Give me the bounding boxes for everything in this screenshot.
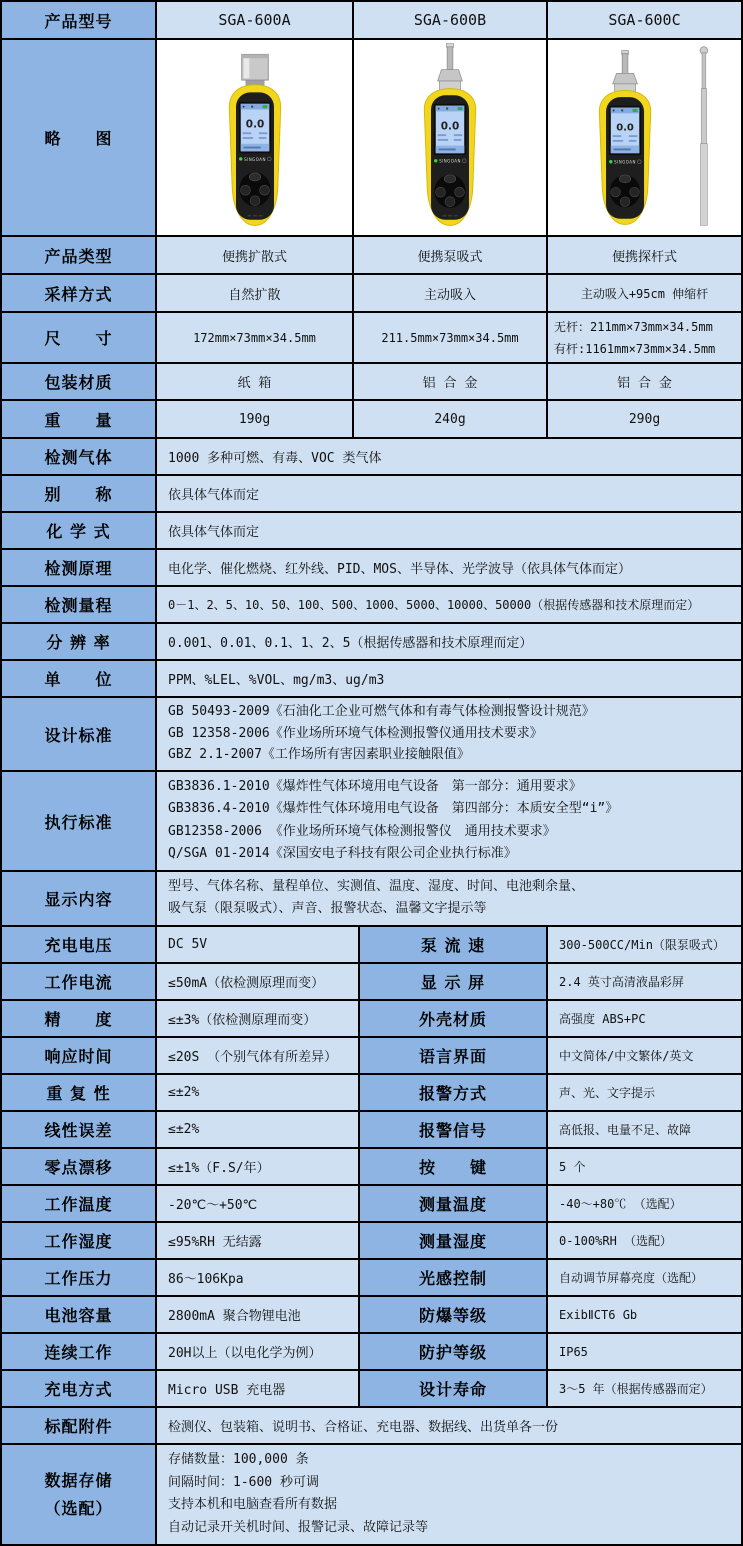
row-value-left: ≤±3%（依检测原理而变） — [157, 1001, 360, 1036]
row-standard-accessories — [2, 1408, 741, 1445]
value-b: 211.5mm×73mm×34.5mm — [354, 313, 548, 362]
row-label-right: 外壳材质 — [360, 1001, 548, 1036]
value-a: 190g — [157, 401, 354, 437]
row-value: PPM、%LEL、%VOL、mg/m3、ug/m3 — [157, 661, 741, 696]
row-charge-voltage-pump-flow — [2, 927, 741, 964]
row-display-content — [2, 872, 741, 927]
row-value: 依具体气体而定 — [157, 476, 741, 511]
label-line: （选配） — [44, 1498, 113, 1518]
row-label: 设计标准 — [2, 698, 157, 770]
value-a: 纸 箱 — [157, 364, 354, 399]
row-label: 产品类型 — [2, 237, 157, 273]
row-value-right: -40～+80℃ （选配） — [548, 1186, 741, 1221]
text-line: 支持本机和电脑查看所有数据 — [168, 1497, 338, 1513]
row-label: 显示内容 — [2, 872, 157, 925]
row-label: 检测原理 — [2, 550, 157, 585]
row-value-right: ExibⅡCT6 Gb — [548, 1297, 741, 1332]
value-c: 主动吸入+95cm 伸缩杆 — [548, 275, 741, 311]
text-line: 型号、气体名称、量程单位、实测值、温度、湿度、时间、电池剩余量、 — [168, 878, 585, 894]
row-label-left: 重 复 性 — [2, 1075, 157, 1110]
row-working-pressure-light-control — [2, 1260, 741, 1297]
row-value — [157, 698, 741, 770]
row-packing-material — [2, 364, 741, 401]
row-label-right: 测量温度 — [360, 1186, 548, 1221]
text-line: GB3836.4-2010《爆炸性气体环境用电气设备 第四部分：本质安全型“i”》 — [168, 801, 619, 817]
row-zero-drift-buttons — [2, 1149, 741, 1186]
row-resolution — [2, 624, 741, 661]
row-response-time-language — [2, 1038, 741, 1075]
value-a: 便携扩散式 — [157, 237, 354, 273]
row-label-right: 防护等级 — [360, 1334, 548, 1369]
device-screen — [608, 105, 640, 154]
row-alias — [2, 476, 741, 513]
diffusion-sensor-cap — [241, 54, 268, 86]
device-cell-a — [157, 40, 354, 235]
row-value — [157, 1445, 741, 1544]
status-led — [609, 160, 612, 163]
row-value — [157, 872, 741, 925]
row-value: 0－1、2、5、10、50、100、500、1000、5000、10000、50000（根据传感器和技术原理而定） — [157, 587, 741, 622]
value-c — [548, 313, 741, 362]
row-value-left: 2800mA 聚合物锂电池 — [157, 1297, 360, 1332]
sketch-row — [2, 40, 741, 237]
device-screen — [238, 101, 270, 152]
model-name-sga-600b: SGA-600B — [354, 2, 548, 38]
text-line: GB 50493-2009《石油化工企业可燃气体和有毒气体检测报警设计规范》 — [168, 703, 595, 719]
device-cell-c — [548, 40, 741, 235]
text-line: 间隔时间：1-600 秒可调 — [168, 1474, 319, 1490]
row-label-right: 按 键 — [360, 1149, 548, 1184]
row-working-current-display — [2, 964, 741, 1001]
row-value-right: 3～5 年（根据传感器而定） — [548, 1371, 741, 1406]
device-keypad — [609, 174, 639, 206]
row-label-left: 零点漂移 — [2, 1149, 157, 1184]
text-line: 吸气泵（限泵吸式）、声音、报警状态、温馨文字提示等 — [168, 901, 487, 917]
row-label-right: 防爆等级 — [360, 1297, 548, 1332]
row-label-right: 设计寿命 — [360, 1371, 548, 1406]
row-weight — [2, 401, 741, 439]
device-image-sga-600a — [198, 43, 312, 233]
row-chemical-formula — [2, 513, 741, 550]
row-detected-gases — [2, 439, 741, 476]
device-keypad — [434, 174, 465, 207]
row-label: 检测量程 — [2, 587, 157, 622]
brand-label: SINGOAN — [439, 158, 461, 164]
brand-label: SINGOAN — [243, 156, 266, 162]
row-label-left: 工作压力 — [2, 1260, 157, 1295]
value-b: 240g — [354, 401, 548, 437]
row-value-right: 5 个 — [548, 1149, 741, 1184]
device-keypad — [239, 172, 270, 206]
row-value: 检测仪、包装箱、说明书、合格证、充电器、数据线、出货单各一份 — [157, 1408, 741, 1443]
row-label: 尺 寸 — [2, 313, 157, 362]
row-label-left: 连续工作 — [2, 1334, 157, 1369]
text-line: 存储数量：100,000 条 — [168, 1451, 309, 1467]
row-charging-method-design-life — [2, 1371, 741, 1408]
row-linearity-alarm-signal — [2, 1112, 741, 1149]
row-value-right: IP65 — [548, 1334, 741, 1369]
row-value-left: 86～106Kpa — [157, 1260, 360, 1295]
row-value: 0.001、0.01、0.1、1、2、5（根据传感器和技术原理而定） — [157, 624, 741, 659]
text-line: GB12358-2006 《作业场所环境气体检测报警仪 通用技术要求》 — [168, 823, 556, 839]
row-value-left: 20H以上（以电化学为例） — [157, 1334, 360, 1369]
row-label-right: 显 示 屏 — [360, 964, 548, 999]
row-value-right: 0-100%RH （选配） — [548, 1223, 741, 1258]
pump-probe — [438, 43, 463, 91]
text-line: 无杆：211mm×73mm×34.5mm — [554, 320, 713, 334]
label-line: 数据存储 — [44, 1471, 113, 1491]
probe-inlet — [612, 50, 637, 92]
screen-reading: 0.0 — [245, 118, 264, 131]
row-value-right: 声、光、文字提示 — [548, 1075, 741, 1110]
battery-icon — [632, 108, 637, 111]
value-b: 铝 合 金 — [354, 364, 548, 399]
row-repeatability-alarm-mode — [2, 1075, 741, 1112]
value-c: 铝 合 金 — [548, 364, 741, 399]
text-line: Q/SGA 01-2014《深国安电子科技有限公司企业执行标准》 — [168, 846, 517, 862]
row-value: 依具体气体而定 — [157, 513, 741, 548]
row-label — [2, 1445, 157, 1544]
telescopic-rod — [700, 46, 708, 225]
row-label-product-model: 产品型号 — [2, 2, 157, 38]
row-label: 单 位 — [2, 661, 157, 696]
model-name-sga-600a: SGA-600A — [157, 2, 354, 38]
row-label-left: 工作电流 — [2, 964, 157, 999]
value-a: 自然扩散 — [157, 275, 354, 311]
row-value-left: ≤20S （个别气体有所差异） — [157, 1038, 360, 1073]
row-label: 重 量 — [2, 401, 157, 437]
row-label: 别 称 — [2, 476, 157, 511]
row-value-left: ≤95%RH 无结露 — [157, 1223, 360, 1258]
header-row — [2, 2, 741, 40]
row-execution-standards — [2, 772, 741, 872]
text-line: 自动记录开关机时间、报警记录、故障记录等 — [168, 1520, 429, 1536]
row-continuous-work-protection-level — [2, 1334, 741, 1371]
row-label-right: 光感控制 — [360, 1260, 548, 1295]
row-label-right: 报警信号 — [360, 1112, 548, 1147]
row-label-left: 电池容量 — [2, 1297, 157, 1332]
row-value-left: Micro USB 充电器 — [157, 1371, 360, 1406]
row-battery-explosion-proof — [2, 1297, 741, 1334]
battery-icon — [458, 107, 463, 110]
row-label-left: 工作温度 — [2, 1186, 157, 1221]
device-cell-b — [354, 40, 548, 235]
row-value: 电化学、催化燃烧、红外线、PID、MOS、半导体、光学波导（依具体气体而定） — [157, 550, 741, 585]
row-product-type — [2, 237, 741, 275]
row-label: 标配附件 — [2, 1408, 157, 1443]
row-data-storage — [2, 1445, 741, 1544]
text-line: GB 12358-2006《作业场所环境气体检测报警仪通用技术要求》 — [168, 725, 543, 741]
row-label-left: 精 度 — [2, 1001, 157, 1036]
row-value-right: 自动调节屏幕亮度（选配） — [548, 1260, 741, 1295]
row-label-right: 泵 流 速 — [360, 927, 548, 962]
row-label-left: 充电方式 — [2, 1371, 157, 1406]
battery-icon — [262, 105, 267, 108]
value-b: 便携泵吸式 — [354, 237, 548, 273]
screen-reading: 0.0 — [615, 121, 634, 133]
row-value-left: ≤50mA（依检测原理而变） — [157, 964, 360, 999]
row-accuracy-shell-material — [2, 1001, 741, 1038]
row-units — [2, 661, 741, 698]
row-label-left: 线性误差 — [2, 1112, 157, 1147]
row-label-left: 响应时间 — [2, 1038, 157, 1073]
row-detection-principle — [2, 550, 741, 587]
text-line: 有杆:1161mm×73mm×34.5mm — [554, 342, 716, 356]
row-value-left: ≤±2% — [157, 1112, 360, 1147]
row-label-right: 语言界面 — [360, 1038, 548, 1073]
row-label-left: 工作湿度 — [2, 1223, 157, 1258]
row-label-right: 测量湿度 — [360, 1223, 548, 1258]
value-c: 290g — [548, 401, 741, 437]
row-label: 检测气体 — [2, 439, 157, 474]
brand-label: SINGOAN — [613, 159, 636, 165]
row-value-right: 中文简体/中文繁体/英文 — [548, 1038, 741, 1073]
row-value-right: 高低报、电量不足、故障 — [548, 1112, 741, 1147]
device-screen — [434, 103, 466, 154]
row-detection-range — [2, 587, 741, 624]
speaker-holes — [442, 214, 457, 216]
model-name-sga-600c: SGA-600C — [548, 2, 741, 38]
row-working-humidity-measure-humidity — [2, 1223, 741, 1260]
row-working-temp-measure-temp — [2, 1186, 741, 1223]
row-value-left: ≤±2% — [157, 1075, 360, 1110]
value-a: 172mm×73mm×34.5mm — [157, 313, 354, 362]
row-label-left: 充电电压 — [2, 927, 157, 962]
row-label: 化 学 式 — [2, 513, 157, 548]
row-value-left: -20℃～+50℃ — [157, 1186, 360, 1221]
screen-reading: 0.0 — [440, 119, 460, 132]
row-label-right: 报警方式 — [360, 1075, 548, 1110]
row-label: 执行标准 — [2, 772, 157, 870]
device-image-sga-600c — [569, 43, 721, 233]
row-value-left: DC 5V — [157, 927, 360, 962]
row-value-left: ≤±1%（F.S/年） — [157, 1149, 360, 1184]
text-line: GBZ 2.1-2007《工作场所有害因素职业接触限值》 — [168, 747, 470, 763]
row-value-right: 2.4 英寸高清液晶彩屏 — [548, 964, 741, 999]
row-value-right: 高强度 ABS+PC — [548, 1001, 741, 1036]
row-sampling-method — [2, 275, 741, 313]
row-label: 包装材质 — [2, 364, 157, 399]
value-c: 便携探杆式 — [548, 237, 741, 273]
row-label: 分 辨 率 — [2, 624, 157, 659]
row-value: 1000 多种可燃、有毒、VOC 类气体 — [157, 439, 741, 474]
row-label: 采样方式 — [2, 275, 157, 311]
status-led — [239, 157, 242, 160]
row-design-standards — [2, 698, 741, 772]
row-value — [157, 772, 741, 870]
value-b: 主动吸入 — [354, 275, 548, 311]
row-value-right: 300-500CC/Min（限泵吸式） — [548, 927, 741, 962]
text-line: GB3836.1-2010《爆炸性气体环境用电气设备 第一部分：通用要求》 — [168, 778, 582, 794]
device-image-sga-600b — [393, 43, 507, 233]
status-led — [434, 159, 437, 162]
row-label-sketch: 略 图 — [2, 40, 157, 235]
speaker-holes — [247, 214, 262, 216]
row-dimensions — [2, 313, 741, 364]
